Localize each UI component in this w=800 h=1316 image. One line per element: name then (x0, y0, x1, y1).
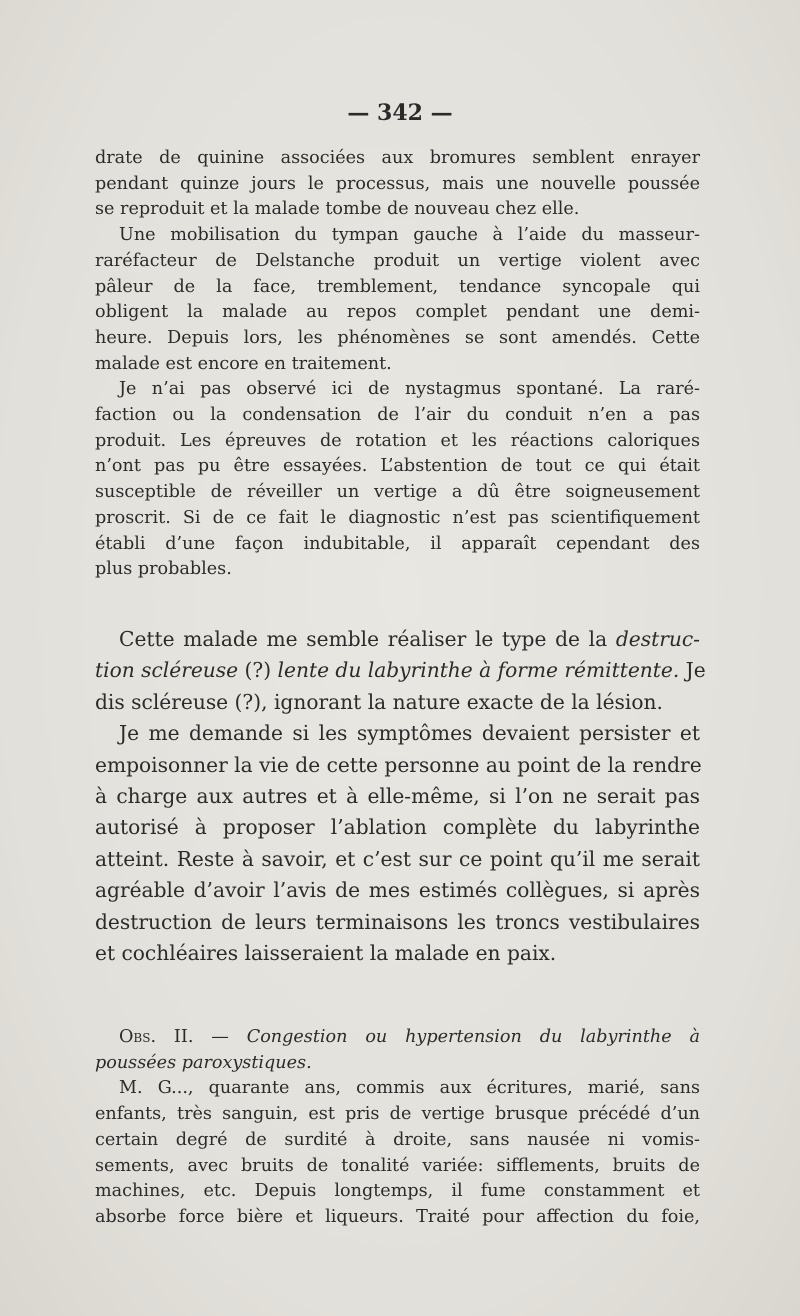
discussion-text (95, 624, 706, 969)
text-line: Je me demande si les symptômes devaient persister et (119, 721, 700, 746)
text-line: machines, etc. Depuis longtemps, il fume constamment et (95, 1181, 700, 1202)
observation-text (95, 1025, 700, 1231)
text-line: absorbe force bière et liqueurs. Traité pour affection du foie, (95, 1206, 700, 1227)
text-line: établi d’une façon indubitable, il apparaît cependant des (95, 533, 700, 554)
text-line: proscrit. Si de ce fait le diagnostic n’est pas scientifiquement (95, 507, 700, 528)
text-line: tion scléreuse (?) lente du labyrinthe à forme rémittente. Je (95, 658, 706, 683)
text-line: dis scléreuse (?), ignorant la nature exacte de la lésion. (95, 689, 663, 714)
text-line: raréfacteur de Delstanche produit un vertige violent avec (95, 250, 700, 271)
text-line: produit. Les épreuves de rotation et les réactions caloriques (95, 430, 700, 451)
page-number: — 342 — (347, 100, 453, 126)
text-line: atteint. Reste à savoir, et c’est sur ce point qu’il me serait (95, 846, 700, 871)
text-line: pendant quinze jours le processus, mais une nouvelle poussée (95, 173, 700, 194)
text-line: sements, avec bruits de tonalité variée: sifflements, bruits de (95, 1155, 700, 1176)
text-line: susceptible de réveiller un vertige a dû être soigneusement (95, 482, 700, 503)
text-line: plus probables. (95, 559, 232, 580)
text-line: agréable d’avoir l’avis de mes estimés collègues, si après (95, 878, 700, 903)
text-line: n’ont pas pu être essayées. L’abstention de tout ce qui était (95, 456, 700, 477)
text-line: obligent la malade au repos complet pendant une demi- (95, 302, 700, 323)
text-line: M. G..., quarante ans, commis aux écritures, marié, sans (119, 1078, 700, 1099)
text-line: se reproduit et la malade tombe de nouveau chez elle. (95, 199, 580, 220)
text-line: Je n’ai pas observé ici de nystagmus spontané. La raré- (119, 379, 700, 400)
text-line: Une mobilisation du tympan gauche à l’aide du masseur- (119, 225, 700, 246)
text-line: autorisé à proposer l’ablation complète du labyrinthe (95, 815, 700, 840)
text-line: empoisonner la vie de cette personne au point de la rendre (95, 752, 702, 777)
text-line: et cochléaires laisseraient la malade en paix. (95, 941, 557, 966)
observation-title-cont: poussées paroxystiques. (95, 1052, 312, 1073)
observation-heading (95, 1025, 700, 1051)
observation-title: Congestion ou hypertension du labyrinthe à (246, 1027, 701, 1047)
text-line: à charge aux autres et à elle-même, si l’on ne serait pas (95, 784, 700, 809)
text-line: Cette malade me semble réaliser le type de la destruc- (119, 627, 700, 651)
text-line: faction ou la condensation de l’air du conduit n’en a pas (95, 405, 700, 426)
observation-label: Obs. II. — (119, 1027, 229, 1047)
text-line: destruction de leurs terminaisons les troncs vestibulaires (95, 909, 700, 934)
text-line: malade est encore en traitement. (95, 353, 392, 374)
text-line: enfants, très sanguin, est pris de vertige brusque précédé d’un (95, 1104, 700, 1125)
text-line: heure. Depuis lors, les phénomènes se sont amendés. Cette (95, 327, 700, 348)
text-line: pâleur de la face, tremblement, tendance syncopale qui (95, 276, 700, 297)
text-line: drate de quinine associées aux bromures semblent enrayer (95, 148, 700, 168)
text-line: certain degré de surdité à droite, sans nausée ni vomis- (95, 1129, 700, 1150)
case-continuation-text (95, 146, 700, 583)
